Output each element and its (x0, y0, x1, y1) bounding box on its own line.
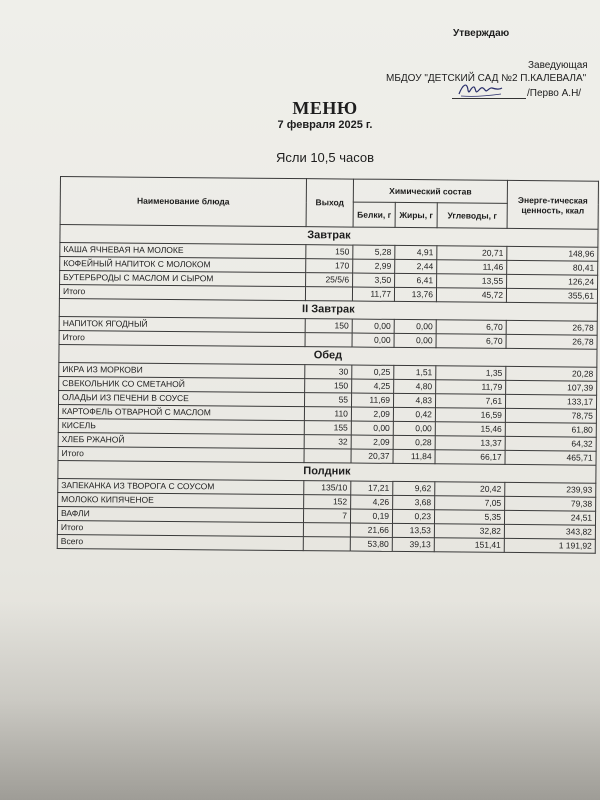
dish-fat: 4,80 (394, 379, 436, 393)
dish-kcal: 26,78 (506, 320, 597, 335)
dish-name: СВЕКОЛЬНИК СО СМЕТАНОЙ (59, 376, 305, 392)
dish-carbs: 15,46 (435, 422, 505, 437)
dish-carbs: 7,05 (435, 496, 505, 511)
dish-name: БУТЕРБРОДЫ С МАСЛОМ И СЫРОМ (60, 271, 306, 287)
dish-name: ОЛАДЬИ ИЗ ПЕЧЕНИ В СОУСЕ (59, 390, 305, 406)
dish-protein: 0,25 (352, 365, 394, 379)
dish-protein: 17,21 (351, 481, 393, 495)
dish-name: КОФЕЙНЫЙ НАПИТОК С МОЛОКОМ (60, 257, 306, 273)
dish-fat: 0,23 (392, 509, 434, 523)
grand-total-protein: 53,80 (350, 537, 392, 551)
subtotal-fat: 11,84 (393, 449, 435, 463)
dish-kcal: 133,17 (506, 394, 597, 409)
dish-carbs: 6,70 (436, 320, 506, 335)
subtotal-protein: 20,37 (351, 449, 393, 463)
dish-kcal: 80,41 (507, 260, 598, 275)
dish-kcal: 79,38 (505, 496, 596, 511)
dish-fat: 0,28 (393, 435, 435, 449)
dish-yield: 7 (303, 509, 350, 523)
dish-protein: 2,09 (351, 435, 393, 449)
dish-protein: 0,00 (351, 421, 393, 435)
menu-table (57, 176, 599, 554)
dish-protein: 0,00 (352, 319, 394, 333)
empty-cell (303, 523, 350, 537)
section-title: II Завтрак (59, 298, 597, 321)
dish-carbs: 20,71 (437, 246, 507, 261)
dish-fat: 0,42 (393, 407, 435, 421)
dish-name: ЗАПЕКАНКА ИЗ ТВОРОГА С СОУСОМ (58, 478, 304, 494)
dish-carbs: 16,59 (435, 408, 505, 423)
grand-total-fat: 39,13 (392, 537, 434, 551)
empty-cell (303, 537, 350, 551)
dish-fat: 4,91 (395, 245, 437, 259)
group-name: Ясли 10,5 часов (275, 150, 375, 165)
dish-kcal: 20,28 (506, 366, 597, 381)
subtotal-kcal: 465,71 (505, 450, 596, 465)
dish-name: МОЛОКО КИПЯЧЕНОЕ (58, 492, 304, 508)
approval-heading: Утверждаю (453, 28, 510, 39)
subtotal-kcal: 343,82 (504, 524, 595, 539)
dish-carbs: 11,79 (436, 380, 506, 395)
menu-table-body (57, 225, 598, 554)
dish-protein: 11,69 (351, 393, 393, 407)
dish-name: КАША ЯЧНЕВАЯ НА МОЛОКЕ (60, 243, 306, 259)
column-header-energy: Энерге-тическая ценность, ккал (507, 180, 598, 229)
dish-name: ИКРА ИЗ МОРКОВИ (59, 362, 305, 378)
column-header-carbs: Углеводы, г (437, 203, 507, 229)
dish-yield: 32 (304, 435, 351, 449)
dish-fat: 2,44 (395, 259, 437, 273)
dish-yield: 155 (304, 421, 351, 435)
section-title: Обед (59, 344, 597, 367)
dish-protein: 0,19 (350, 509, 392, 523)
subtotal-label: Итого (58, 446, 304, 462)
dish-yield: 110 (304, 407, 351, 421)
empty-cell (305, 287, 352, 301)
dish-fat: 0,00 (393, 421, 435, 435)
dish-carbs: 5,35 (434, 510, 504, 525)
column-header-chemical: Химический состав (353, 179, 507, 203)
dish-name: ХЛЕБ РЖАНОЙ (58, 432, 304, 448)
page-shadow (0, 600, 600, 800)
dish-fat: 6,41 (395, 273, 437, 287)
approval-block (0, 0, 600, 110)
subtotal-protein: 21,66 (350, 523, 392, 537)
column-header-protein: Белки, г (353, 202, 395, 227)
dish-yield: 170 (306, 259, 353, 273)
dish-carbs: 13,37 (435, 436, 505, 451)
dish-protein: 4,25 (352, 379, 394, 393)
dish-carbs: 13,55 (437, 274, 507, 289)
subtotal-label: Итого (57, 520, 303, 536)
dish-kcal: 64,32 (505, 436, 596, 451)
grand-total-kcal: 1 191,92 (504, 538, 595, 553)
dish-yield: 135/10 (304, 481, 351, 495)
empty-cell (305, 333, 352, 347)
dish-kcal: 24,51 (504, 510, 595, 525)
dish-kcal: 78,75 (505, 408, 596, 423)
subtotal-protein: 11,77 (352, 287, 394, 301)
dish-kcal: 239,93 (505, 482, 596, 497)
dish-protein: 3,50 (353, 273, 395, 287)
section-title: Завтрак (60, 225, 598, 248)
approval-organization: МБДОУ "ДЕТСКИЙ САД №2 П.КАЛЕВАЛА" (386, 73, 587, 84)
dish-yield: 30 (305, 365, 352, 379)
page-title: МЕНЮ (292, 98, 358, 118)
dish-protein: 5,28 (353, 245, 395, 259)
dish-fat: 1,51 (394, 365, 436, 379)
subtotal-carbs: 32,82 (434, 524, 504, 539)
approval-person: /Перво А.Н/ (527, 88, 582, 99)
dish-protein: 2,99 (353, 259, 395, 273)
dish-fat: 9,62 (393, 481, 435, 495)
subtotal-carbs: 6,70 (436, 334, 506, 349)
section-title: Полдник (58, 460, 596, 483)
dish-name: КИСЕЛЬ (58, 418, 304, 434)
dish-name: ВАФЛИ (57, 506, 303, 522)
subtotal-carbs: 45,72 (436, 288, 506, 303)
subtotal-fat: 0,00 (394, 333, 436, 347)
dish-name: НАПИТОК ЯГОДНЫЙ (59, 316, 305, 332)
grand-total-carbs: 151,41 (434, 538, 504, 553)
menu-date: 7 февраля 2025 г. (277, 119, 373, 131)
dish-fat: 4,83 (393, 393, 435, 407)
dish-yield: 55 (304, 393, 351, 407)
column-header-yield: Выход (306, 179, 353, 227)
column-header-fat: Жиры, г (395, 202, 437, 227)
dish-kcal: 61,80 (505, 422, 596, 437)
subtotal-protein: 0,00 (352, 333, 394, 347)
dish-kcal: 126,24 (507, 274, 598, 289)
subtotal-fat: 13,53 (392, 523, 434, 537)
dish-yield: 150 (305, 379, 352, 393)
dish-protein: 2,09 (351, 407, 393, 421)
dish-fat: 0,00 (394, 319, 436, 333)
dish-protein: 4,26 (351, 495, 393, 509)
subtotal-kcal: 355,61 (506, 288, 597, 303)
subtotal-carbs: 66,17 (435, 450, 505, 465)
grand-total-label: Всего (57, 534, 303, 550)
dish-yield: 152 (304, 495, 351, 509)
approval-position: Заведующая (528, 60, 588, 71)
dish-yield: 25/5/6 (306, 273, 353, 287)
dish-yield: 150 (305, 319, 352, 333)
dish-carbs: 7,61 (435, 394, 505, 409)
dish-fat: 3,68 (393, 495, 435, 509)
subtotal-fat: 13,76 (394, 287, 436, 301)
dish-yield: 150 (306, 245, 353, 259)
dish-carbs: 1,35 (436, 366, 506, 381)
dish-kcal: 148,96 (507, 246, 598, 261)
dish-name: КАРТОФЕЛЬ ОТВАРНОЙ С МАСЛОМ (58, 404, 304, 420)
dish-kcal: 107,39 (506, 380, 597, 395)
dish-carbs: 20,42 (435, 482, 505, 497)
subtotal-label: Итого (59, 285, 305, 301)
empty-cell (304, 449, 351, 463)
subtotal-kcal: 26,78 (506, 334, 597, 349)
dish-carbs: 11,46 (437, 260, 507, 275)
column-header-name: Наименование блюда (60, 177, 306, 227)
subtotal-label: Итого (59, 330, 305, 346)
